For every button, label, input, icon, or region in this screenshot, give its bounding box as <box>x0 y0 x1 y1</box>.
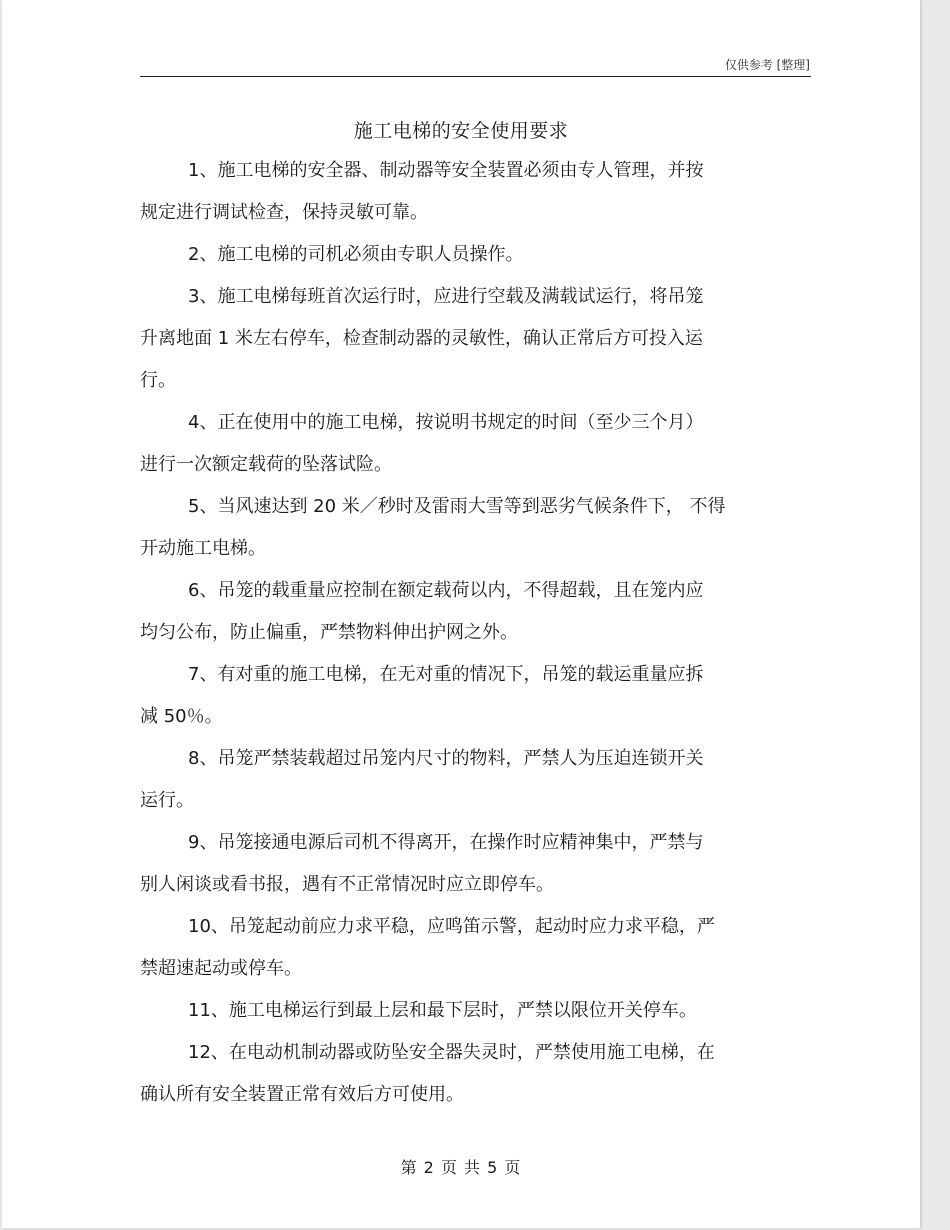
paragraph-first-line: 4、正在使用中的施工电梯，按说明书规定的时间（至少三个月） <box>188 412 704 433</box>
paragraph-first-line: 1、施工电梯的安全器、制动器等安全装置必须由专人管理，并按 <box>188 160 704 181</box>
paragraph-first-line: 10、吊笼起动前应力求平稳，应鸣笛示警，起动时应力求平稳，严 <box>188 916 715 937</box>
paragraph-continuation-line: 禁超速起动或停车。 <box>140 958 302 979</box>
paragraph-first-line: 12、在电动机制动器或防坠安全器失灵时，严禁使用施工电梯，在 <box>188 1042 715 1063</box>
paragraph <box>140 570 812 654</box>
paragraph-continuation-line: 别人闲谈或看书报，遇有不正常情况时应立即停车。 <box>140 874 554 895</box>
paragraph-first-line: 9、吊笼接通电源后司机不得离开，在操作时应精神集中，严禁与 <box>188 832 704 853</box>
paragraph-first-line: 2、施工电梯的司机必须由专职人员操作。 <box>188 244 524 265</box>
page-number: 第 2 页 共 5 页 <box>400 1158 522 1177</box>
paragraph <box>140 150 812 234</box>
paragraph <box>140 402 812 486</box>
paragraph-first-line: 11、施工电梯运行到最上层和最下层时，严禁以限位开关停车。 <box>188 1000 697 1021</box>
paragraph <box>140 990 812 1032</box>
paragraph <box>140 654 812 738</box>
paragraph <box>140 486 812 570</box>
paragraph-first-line: 7、有对重的施工电梯，在无对重的情况下，吊笼的载运重量应拆 <box>188 664 704 685</box>
header-divider <box>140 76 811 77</box>
paragraph <box>140 822 812 906</box>
paragraph-continuation-line: 进行一次额定载荷的坠落试险。 <box>140 454 392 475</box>
paragraph <box>140 1032 812 1116</box>
document-title: 施工电梯的安全使用要求 <box>353 120 569 142</box>
paragraph <box>140 276 812 402</box>
paragraph-continuation-line: 规定进行调试检查，保持灵敏可靠。 <box>140 202 428 223</box>
paragraph-first-line: 3、施工电梯每班首次运行时，应进行空载及满载试运行，将吊笼 <box>188 286 704 307</box>
paragraph-continuation-line: 升离地面 1 米左右停车，检查制动器的灵敏性，确认正常后方可投入运 <box>140 328 703 349</box>
paragraph <box>140 906 812 990</box>
document-body <box>140 150 812 1116</box>
paragraph-first-line: 5、当风速达到 20 米／秒时及雷雨大雪等到恶劣气候条件下， 不得 <box>188 496 726 517</box>
paragraph-continuation-line: 行。 <box>140 370 176 391</box>
paragraph-continuation-line: 减 50％。 <box>140 706 223 727</box>
paragraph-first-line: 8、吊笼严禁装载超过吊笼内尺寸的物料，严禁人为压迫连锁开关 <box>188 748 704 769</box>
document-page <box>2 0 920 1228</box>
paragraph <box>140 234 812 276</box>
header-note: 仅供参考 [整理] <box>724 58 810 72</box>
paragraph-continuation-line: 确认所有安全装置正常有效后方可使用。 <box>140 1084 464 1105</box>
paragraph-continuation-line: 开动施工电梯。 <box>140 538 266 559</box>
paragraph-continuation-line: 运行。 <box>140 790 194 811</box>
paragraph-continuation-line: 均匀公布，防止偏重，严禁物料伸出护网之外。 <box>140 622 518 643</box>
paragraph <box>140 738 812 822</box>
paragraph-first-line: 6、吊笼的载重量应控制在额定载荷以内，不得超载，且在笼内应 <box>188 580 704 601</box>
